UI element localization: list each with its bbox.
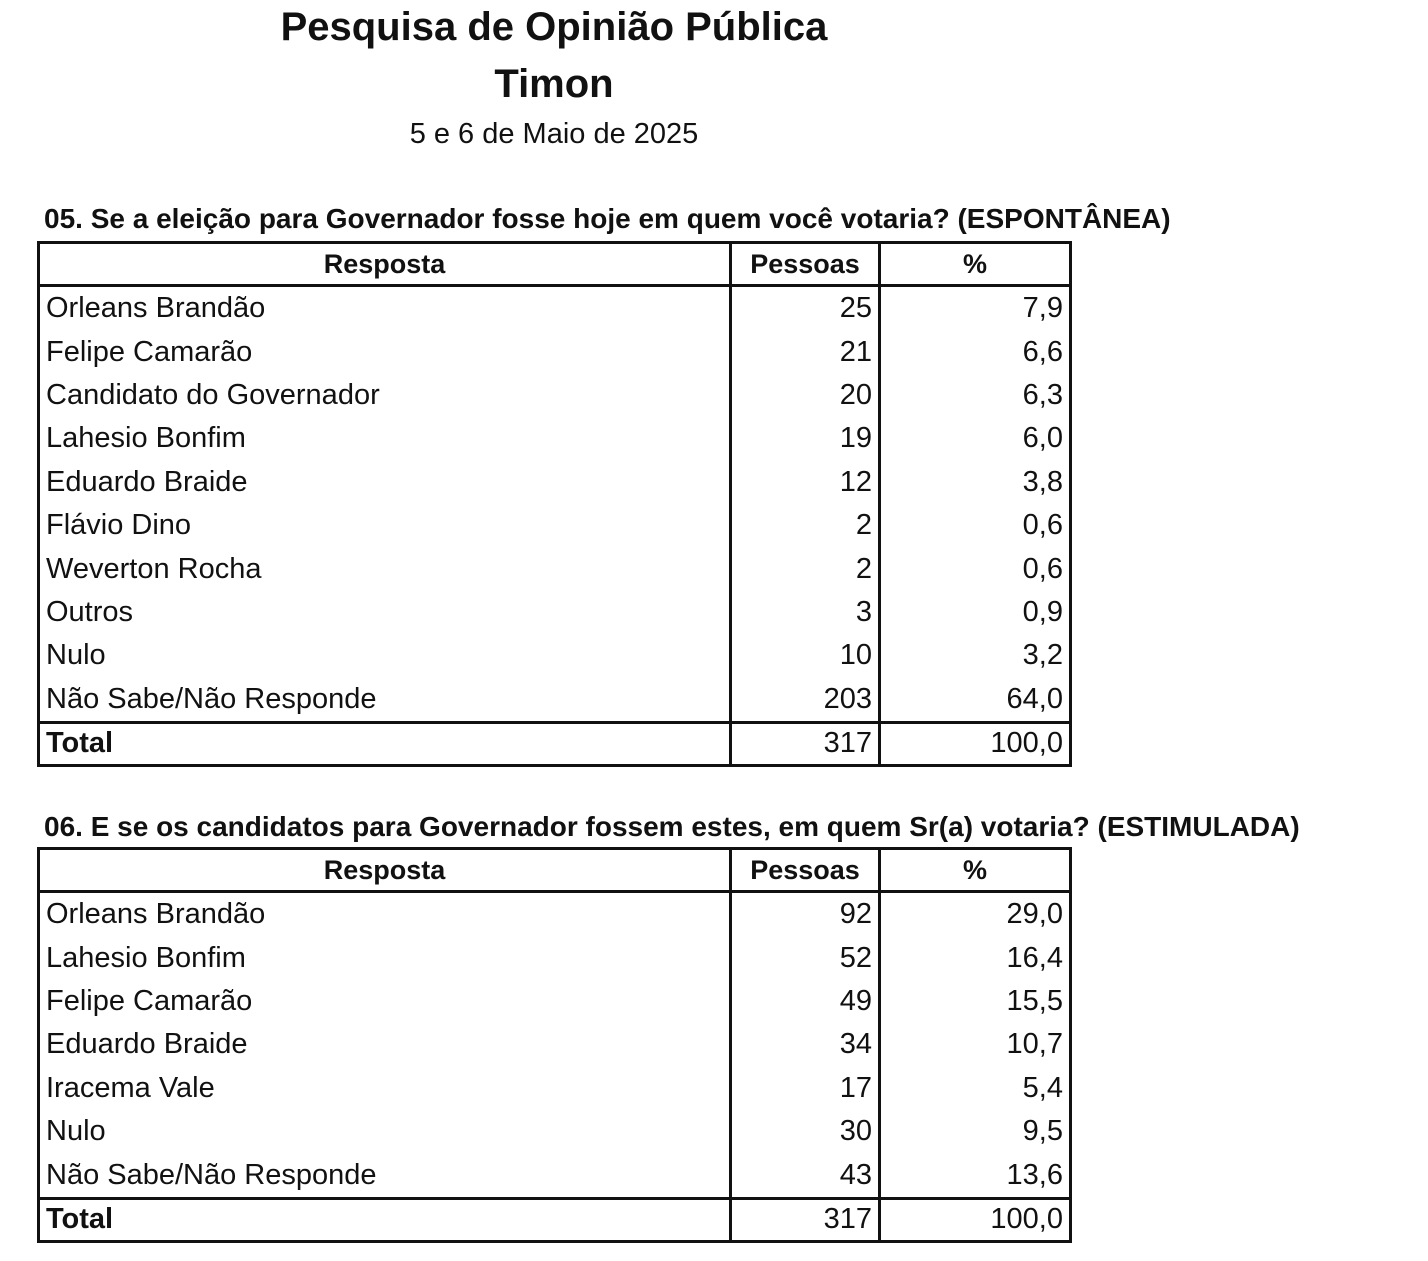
column-header-resposta: Resposta bbox=[39, 849, 731, 892]
table-row bbox=[39, 591, 1071, 634]
cell-resposta: Felipe Camarão bbox=[46, 984, 253, 1017]
table-row bbox=[39, 286, 1071, 331]
cell-percent: 64,0 bbox=[880, 678, 1071, 723]
table-row bbox=[39, 1153, 1071, 1198]
cell-pessoas: 203 bbox=[731, 678, 880, 723]
question-05-table bbox=[37, 241, 1072, 767]
total-pessoas: 317 bbox=[731, 722, 880, 765]
table-row bbox=[39, 547, 1071, 590]
question-06-table bbox=[37, 847, 1072, 1243]
cell-resposta: Não Sabe/Não Responde bbox=[46, 1158, 377, 1191]
cell-pessoas: 49 bbox=[731, 980, 880, 1023]
question-06-title: 06. E se os candidatos para Governador fossem estes, em quem Sr(a) votaria? (ESTIMULADA) bbox=[44, 811, 1300, 842]
table-row bbox=[39, 936, 1071, 979]
cell-pessoas: 2 bbox=[731, 547, 880, 590]
table-row bbox=[39, 417, 1071, 460]
table-row bbox=[39, 980, 1071, 1023]
cell-resposta: Weverton Rocha bbox=[46, 552, 262, 585]
cell-pessoas: 34 bbox=[731, 1023, 880, 1066]
cell-percent: 0,6 bbox=[880, 547, 1071, 590]
cell-resposta: Lahesio Bonfim bbox=[46, 422, 246, 455]
cell-resposta: Orleans Brandão bbox=[46, 292, 266, 325]
total-row bbox=[39, 1198, 1071, 1241]
cell-resposta: Flávio Dino bbox=[46, 509, 192, 542]
cell-pessoas: 19 bbox=[731, 417, 880, 460]
cell-percent: 3,8 bbox=[880, 461, 1071, 504]
table-row bbox=[39, 634, 1071, 677]
total-pessoas: 317 bbox=[731, 1198, 880, 1241]
table-row bbox=[39, 461, 1071, 504]
cell-percent: 29,0 bbox=[880, 892, 1071, 937]
cell-resposta: Iracema Vale bbox=[46, 1071, 215, 1104]
cell-pessoas: 12 bbox=[731, 461, 880, 504]
cell-pessoas: 92 bbox=[731, 892, 880, 937]
table-header-row bbox=[39, 849, 1071, 892]
table-header-row bbox=[39, 243, 1071, 286]
table-row bbox=[39, 892, 1071, 937]
total-percent: 100,0 bbox=[880, 1198, 1071, 1241]
cell-resposta: Felipe Camarão bbox=[46, 335, 253, 368]
cell-percent: 6,0 bbox=[880, 417, 1071, 460]
survey-date: 5 e 6 de Maio de 2025 bbox=[409, 118, 699, 150]
cell-percent: 15,5 bbox=[880, 980, 1071, 1023]
cell-resposta: Candidato do Governador bbox=[46, 378, 380, 411]
cell-pessoas: 20 bbox=[731, 374, 880, 417]
column-header-pessoas: Pessoas bbox=[731, 849, 880, 892]
cell-percent: 6,3 bbox=[880, 374, 1071, 417]
cell-percent: 0,6 bbox=[880, 504, 1071, 547]
column-header-pessoas: Pessoas bbox=[731, 243, 880, 286]
column-header-percent: % bbox=[880, 243, 1071, 286]
cell-percent: 16,4 bbox=[880, 936, 1071, 979]
cell-pessoas: 25 bbox=[731, 286, 880, 331]
cell-resposta: Nulo bbox=[46, 639, 106, 672]
cell-pessoas: 17 bbox=[731, 1067, 880, 1110]
cell-percent: 5,4 bbox=[880, 1067, 1071, 1110]
cell-resposta: Lahesio Bonfim bbox=[46, 941, 246, 974]
total-label: Total bbox=[39, 722, 731, 765]
table-row bbox=[39, 504, 1071, 547]
cell-pessoas: 3 bbox=[731, 591, 880, 634]
table-row bbox=[39, 374, 1071, 417]
cell-resposta: Não Sabe/Não Responde bbox=[46, 682, 377, 715]
cell-percent: 7,9 bbox=[880, 286, 1071, 331]
cell-resposta: Eduardo Braide bbox=[46, 465, 248, 498]
city-title: Timon bbox=[494, 62, 614, 106]
cell-percent: 0,9 bbox=[880, 591, 1071, 634]
table-row bbox=[39, 678, 1071, 723]
cell-resposta: Orleans Brandão bbox=[46, 898, 266, 931]
cell-resposta: Nulo bbox=[46, 1115, 106, 1148]
table-row bbox=[39, 330, 1071, 373]
cell-percent: 6,6 bbox=[880, 330, 1071, 373]
cell-pessoas: 21 bbox=[731, 330, 880, 373]
question-05-title: 05. Se a eleição para Governador fosse hoje em quem você votaria? (ESPONTÂNEA) bbox=[44, 203, 1171, 234]
total-percent: 100,0 bbox=[880, 722, 1071, 765]
cell-pessoas: 10 bbox=[731, 634, 880, 677]
table-row bbox=[39, 1110, 1071, 1153]
cell-resposta: Eduardo Braide bbox=[46, 1028, 248, 1061]
cell-percent: 9,5 bbox=[880, 1110, 1071, 1153]
cell-pessoas: 43 bbox=[731, 1153, 880, 1198]
total-row bbox=[39, 722, 1071, 765]
column-header-resposta: Resposta bbox=[39, 243, 731, 286]
cell-pessoas: 52 bbox=[731, 936, 880, 979]
cell-resposta: Outros bbox=[46, 595, 134, 628]
total-label: Total bbox=[39, 1198, 731, 1241]
column-header-percent: % bbox=[880, 849, 1071, 892]
cell-pessoas: 30 bbox=[731, 1110, 880, 1153]
cell-percent: 10,7 bbox=[880, 1023, 1071, 1066]
cell-pessoas: 2 bbox=[731, 504, 880, 547]
page-title: Pesquisa de Opinião Pública bbox=[280, 5, 828, 49]
cell-percent: 3,2 bbox=[880, 634, 1071, 677]
table-row bbox=[39, 1067, 1071, 1110]
table-row bbox=[39, 1023, 1071, 1066]
cell-percent: 13,6 bbox=[880, 1153, 1071, 1198]
